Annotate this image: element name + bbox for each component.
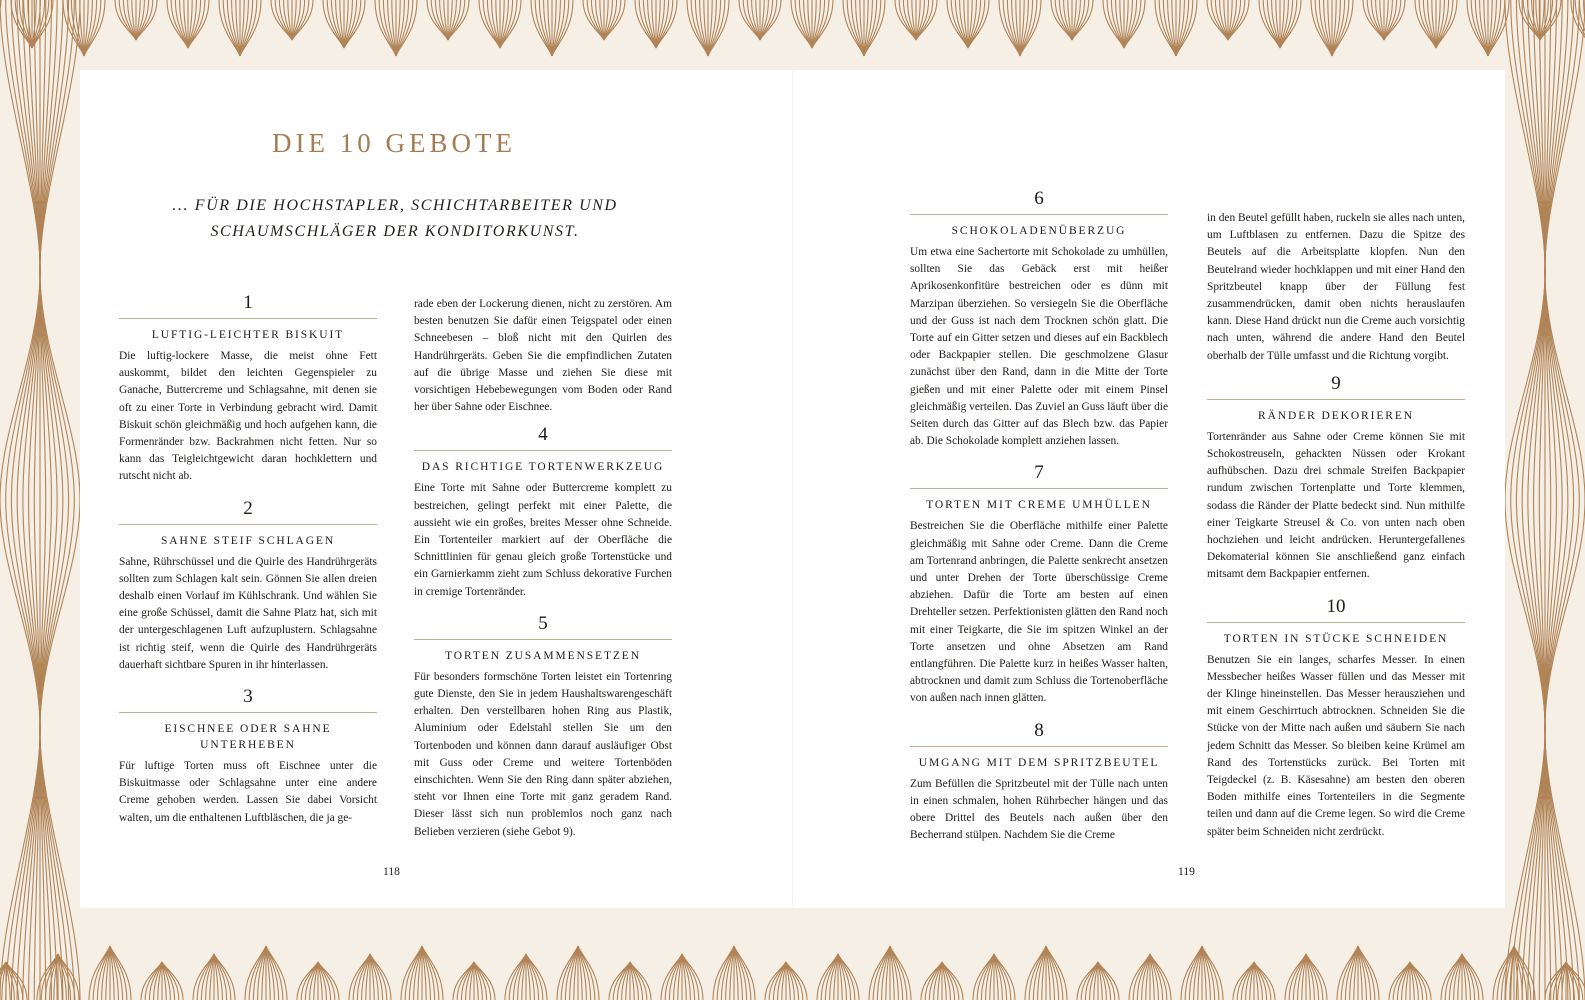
divider <box>1207 399 1465 400</box>
text-column-2 <box>414 296 672 851</box>
rule-section-4 <box>414 422 672 600</box>
rule-text: Die luftig-lockere Masse, die meist ohne Fett auskommt, bildet den leichten Gegenspieler zu Ganache, Buttercreme und Schlagsahne, mit denen sie oft zu einer Torte in Verbindung gebracht wird. Damit Biskuit schön gleichmäßig und hoch aufgehen kann, die Formenränder bzw. Backrahmen nicht fetten. Nur so kann das Teigleichtgewicht daran hochklettern und rutscht nicht ab. <box>119 350 377 483</box>
rule-heading: UMGANG MIT DEM SPRITZBEUTEL <box>918 756 1160 769</box>
rule-text: Für besonders formschöne Torten leistet ein Tortenring gute Dienste, den Sie in jedem Haushaltswarengeschäft erhalten. Den verstellbaren hohen Ring aus Plastik, Aluminium oder Edelstahl stellen Sie um den Tortenboden und können dann darauf ausläufiger Obst mit Guss oder Creme und weitere Tortenböden einschichten. Wenn Sie den Ring dann später abziehen, steht vor Ihnen eine Torte mit ganz geradem Rand. Dieser lässt sich nun problemlos noch ganz nach Belieben verzieren (siehe Gebot 9). <box>414 670 672 838</box>
rule-text-continuation: in den Beutel gefüllt haben, ruckeln sie alles nach unten, um Luftblasen zu entfernen. Dazu die Spitze des Beutels auf die Arbeitsplatte klopfen. Nun den Beutelrand wieder hochklappen und mit einer Hand den Spritzbeutel knapp über der Füllung fest zusammendrücken, damit oben nichts herauslaufen kann. Diese Hand drückt nun die Creme auch vorsichtig nach unten, während die andere Hand den Beutel oberhalb der Tülle umfasst und die Richtung vorgibt. <box>1207 212 1465 362</box>
rule-text: Sahne, Rührschüssel und die Quirle des Handrührgeräts sollten zum Schlagen kalt sein. Gönnen Sie allen dreien deshalb einen Vorlauf im Kühlschrank. Und wählen Sie eine große Schüssel, damit die Sahne Platz hat, sich mit der untergeschlagenen Luft aufzuplustern. Schlagsahne ist richtig steif, wenn die Quirle des Handrührgeräts dauerhaft sichtbare Spuren in ihr hinterlassen. <box>119 555 377 671</box>
rule-number: 10 <box>1326 595 1346 617</box>
rule-heading: TORTEN ZUSAMMENSETZEN <box>445 649 641 662</box>
rule-number: 4 <box>538 424 548 446</box>
divider <box>119 318 377 319</box>
divider <box>119 524 377 525</box>
rule-section-7 <box>910 460 1168 707</box>
rule-text: Tortenränder aus Sahne oder Creme können Sie mit Schokostreuseln, gehackten Nüssen oder Krokant aufhübschen. Dazu drei schmale Streifen Backpapier rundum zwischen Tortenplatte und Torte klemmen, sodass die Ränder der Platte bedeckt sind. Nun mithilfe einer Teigkarte Streusel & Co. von unten nach oben hochziehen und leicht andrücken. Heruntergefallenes Dekomaterial können Sie anschließend ganz einfach mitsamt dem Backpapier entfernen. <box>1207 430 1465 581</box>
rule-section-8 <box>910 718 1168 845</box>
rule-text: Für luftige Torten muss oft Eischnee unter die Biskuitmasse oder Schlagsahne unter eine andere Creme gehoben werden. Lassen Sie dabei Vorsicht walten, um die enthaltenen Luftbläschen, die ja ge- <box>119 760 377 824</box>
rule-number: 3 <box>243 686 253 708</box>
rule-text: Um etwa eine Sachertorte mit Schokolade zu umhüllen, sollten Sie das Gebäck erst mit heißer Aprikosenkonfitüre bestreichen oder es dünn mit Marzipan überziehen. So versiegeln Sie die Oberfläche und der Guss ist nach dem Trocknen schön glatt. Die Torte auf ein Gitter setzen und dieses auf ein Backblech oder Backpapier stellen. Die geschmolzene Glasur zunächst über den Rand, dann in die Mitte der Torte gießen und mit einer Palette oder mit einem Pinsel gleichmäßig verteilen. Das Zuviel an Guss läuft über die Seiten durch das Gitter auf das Blech bzw. das Papier ab. Die Schokolade komplett anziehen lassen. <box>910 246 1168 448</box>
book-spine <box>792 70 793 908</box>
rule-number: 8 <box>1034 719 1044 741</box>
rule-heading: SAHNE STEIF SCHLAGEN <box>160 534 336 547</box>
page-number-right: 119 <box>1178 866 1195 878</box>
rule-section-9 <box>1207 371 1465 584</box>
page-subtitle: ... FÜR DIE HOCHSTAPLER, SCHICHTARBEITER UND SCHAUMSCHLÄGER DER KONDITORKUNST. <box>172 197 618 240</box>
rule-heading: EISCHNEE ODER SAHNE UNTERHEBEN <box>164 723 332 752</box>
text-column-4 <box>1207 210 1465 851</box>
rule-text: Zum Befüllen die Spritzbeutel mit der Tülle nach unten in einen schmalen, hohen Rührbecher hängen und das obere Drittel des Beutels nach außen über den Becherrand stülpen. Nachdem Sie die Creme <box>910 777 1168 842</box>
text-column-1 <box>119 290 377 837</box>
rule-section-2 <box>119 496 377 674</box>
rule-heading: SCHOKOLADENÜBERZUG <box>951 225 1127 237</box>
divider <box>119 712 377 713</box>
rule-section-3 <box>119 684 377 827</box>
rule-heading: TORTEN IN STÜCKE SCHNEIDEN <box>1223 632 1449 645</box>
rule-number: 7 <box>1034 462 1044 484</box>
rule-number: 2 <box>243 497 253 519</box>
rule-text-continuation: rade eben der Lockerung dienen, nicht zu zerstören. Am besten benutzen Sie dafür einen Teigspatel oder einen Schneebesen – bloß nicht mit den Quirlen des Handrührgeräts. Geben Sie die empfindlichen Zutaten auf die übrige Masse und ziehen Sie diese mit vorsichtigen Hebebewegungen vom Boden oder Rand her über Sahne oder Eischnee. <box>414 298 672 414</box>
rule-number: 6 <box>1034 188 1044 209</box>
rule-heading: TORTEN MIT CREME UMHÜLLEN <box>926 499 1152 512</box>
divider <box>910 488 1168 489</box>
divider <box>910 214 1168 215</box>
rule-text: Benutzen Sie ein langes, scharfes Messer. In einen Messbecher heißes Wasser füllen und das Messer mit der Klinge hineinstellen. Das Messer herausziehen und mit einem Geschirrtuch abtrocknen. Schneiden Sie die Stücke von der Mitte nach außen und säubern Sie nach jedem Schnitt das Messer. So bleiben keine Krümel am Rand des Tortenstücks zurück. Bei Torten mit Teigdeckel (z. B. Käsesahne) am besten den oberen Boden mithilfe eines Tortenteilers in die Segmente teilen und dann auf die Creme legen. So wird die Creme später beim Schneiden nicht zerdrückt. <box>1207 653 1465 838</box>
rule-section-10 <box>1207 594 1465 841</box>
divider <box>414 450 672 451</box>
divider <box>1207 622 1465 623</box>
rule-heading: DAS RICHTIGE TORTENWERKZEUG <box>421 461 665 474</box>
rule-number: 9 <box>1331 372 1341 394</box>
rule-heading: RÄNDER DEKORIEREN <box>1258 409 1414 422</box>
rule-number: 5 <box>538 612 548 634</box>
rule-text: Eine Torte mit Sahne oder Buttercreme komplett zu bestreichen, gelingt perfekt mit einer Palette, die aussieht wie ein großes, breites Messer ohne Schneide. Ein Tortenteiler markiert auf der Oberfläche die Schnittlinien für genau gleich große Tortenstücke und ein Garnierkamm zieht zum Schluss dekorative Furchen in cremige Tortenränder. <box>414 482 672 598</box>
divider <box>414 639 672 640</box>
page-number-left: 118 <box>383 866 400 878</box>
page-title: DIE 10 GEBOTE <box>272 128 516 158</box>
rule-number: 1 <box>243 292 253 313</box>
rule-section-6 <box>910 186 1168 450</box>
text-column-3 <box>910 186 1168 854</box>
rule-section-1 <box>119 290 377 486</box>
rule-text: Bestreichen Sie die Oberfläche mithilfe einer Palette gleichmäßig mit Sahne oder Creme. Dann die Creme am Tortenrand anbringen, die Palette senkrecht ansetzen und unter Drehen der Torte überschüssige Creme abziehen. Dafür die Torte am besten auf einen Drehteller setzen. Perfektionisten glätten den Rand noch mit einer Teigkarte, die Sie im spitzen Winkel an der Torte ansetzen und ohne Absetzen am Rand entlangführen. Die Palette kurz in heißes Wasser halten, abtrocknen und damit zum Schluss die Tortenoberfläche von außen nach innen glätten. <box>910 520 1168 705</box>
rule-heading: LUFTIG-LEICHTER BISKUIT <box>151 329 345 341</box>
divider <box>910 746 1168 747</box>
rule-section-5 <box>414 611 672 841</box>
